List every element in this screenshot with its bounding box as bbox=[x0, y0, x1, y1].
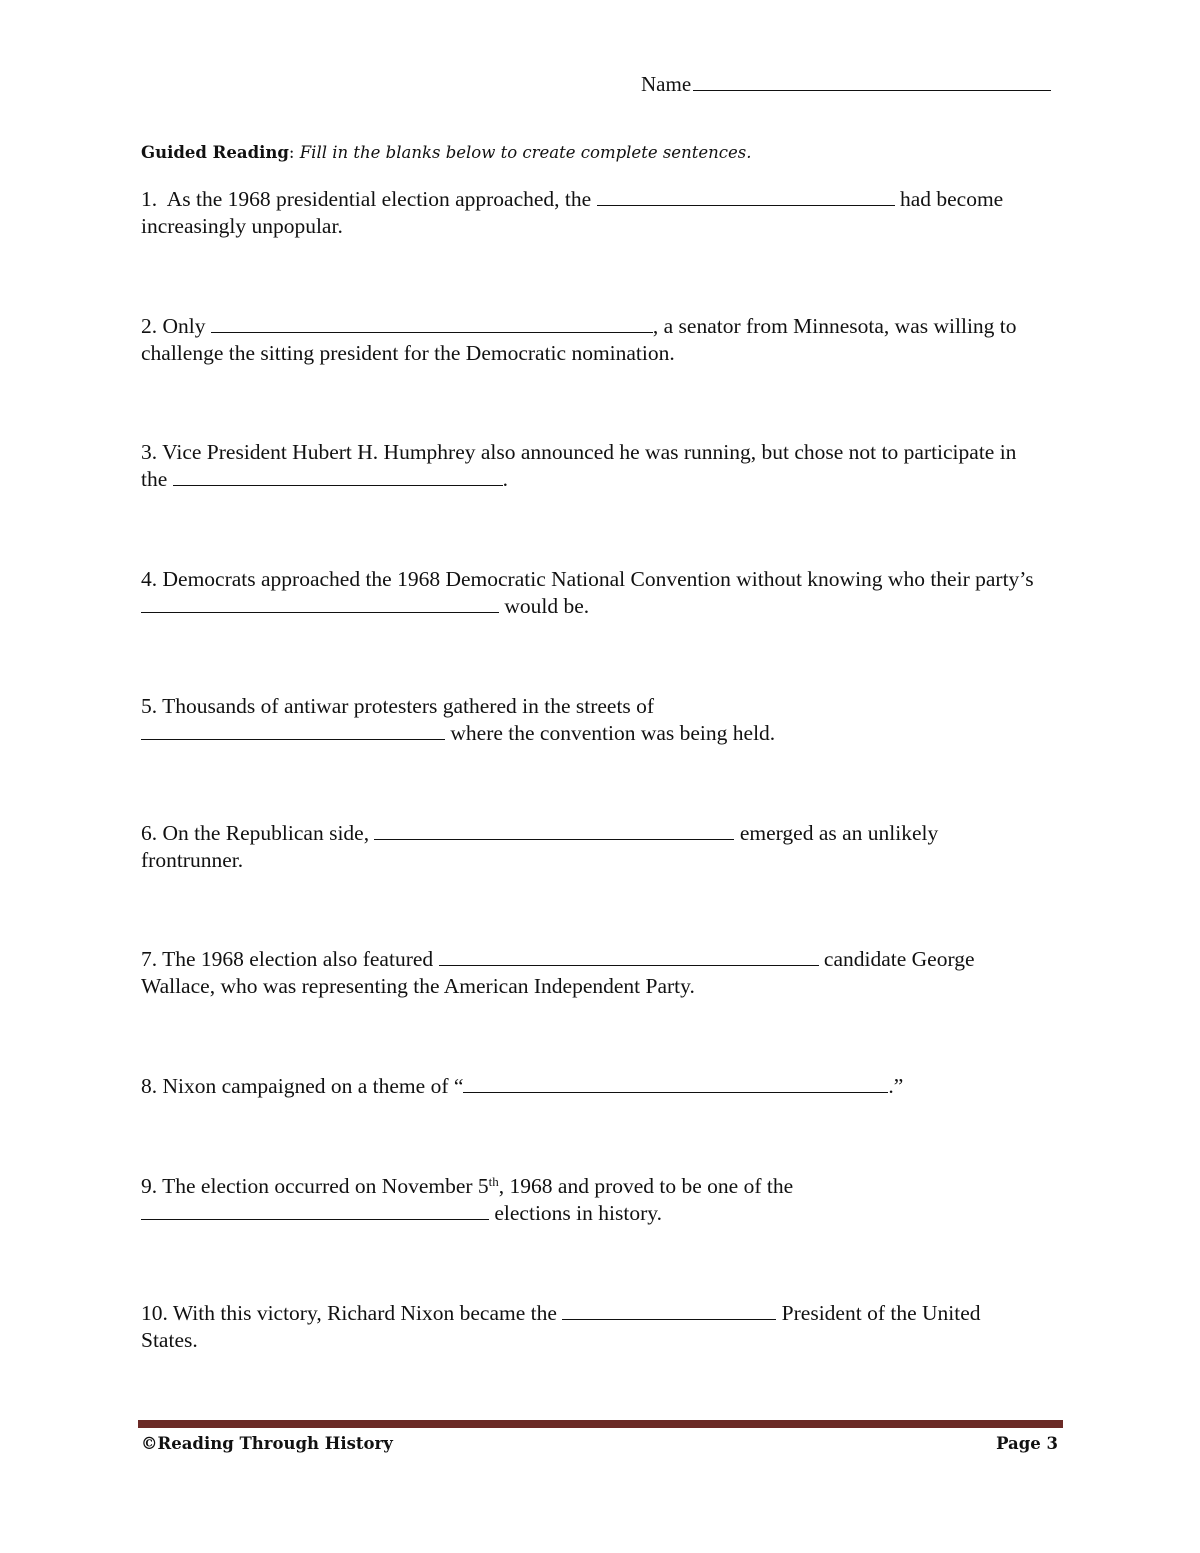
question-text-after: candidate George Wallace, who was representing the American Independent Party. bbox=[141, 947, 975, 998]
answer-blank[interactable] bbox=[141, 720, 445, 740]
question-text-after: , a senator from Minnesota, was willing to challenge the sitting president for the Democratic nomination. bbox=[141, 314, 1017, 365]
question-text-after: President of the United States. bbox=[141, 1301, 981, 1352]
question-number: 6. bbox=[141, 821, 158, 845]
question-text-before: Only bbox=[162, 314, 206, 338]
question-number: 3. bbox=[141, 440, 158, 464]
instructions-text: Fill in the blanks below to create complete sentences. bbox=[299, 143, 752, 162]
question-text-before: The 1968 election also featured bbox=[162, 947, 434, 971]
answer-blank[interactable] bbox=[374, 820, 734, 840]
instructions-separator: : bbox=[288, 143, 295, 162]
question-text-before: On the Republican side, bbox=[162, 821, 370, 845]
question-text-before: Democrats approached the 1968 Democratic National Convention without knowing who their party’s bbox=[162, 567, 1034, 591]
answer-blank[interactable] bbox=[141, 1200, 489, 1220]
answer-blank[interactable] bbox=[562, 1300, 776, 1320]
question-text-before-2: , 1968 and proved to be one of the bbox=[498, 1174, 794, 1198]
question-10 bbox=[141, 1300, 1041, 1354]
question-number: 1. bbox=[141, 187, 158, 211]
answer-blank[interactable] bbox=[597, 186, 895, 206]
question-text-after: .” bbox=[888, 1074, 904, 1098]
name-blank[interactable] bbox=[693, 70, 1051, 91]
instructions bbox=[141, 143, 751, 162]
question-number: 10. bbox=[141, 1301, 168, 1325]
question-text-after: . bbox=[502, 467, 509, 491]
answer-blank[interactable] bbox=[211, 313, 653, 333]
question-text-before: With this victory, Richard Nixon became the bbox=[172, 1301, 557, 1325]
question-text-after: would be. bbox=[504, 594, 590, 618]
question-text-before: Thousands of antiwar protesters gathered in the streets of bbox=[162, 694, 655, 718]
question-number: 9. bbox=[141, 1174, 158, 1198]
footer-copyright: ©Reading Through History bbox=[141, 1434, 393, 1453]
page-number: Page 3 bbox=[996, 1434, 1058, 1453]
instructions-heading: Guided Reading bbox=[141, 143, 289, 162]
question-3 bbox=[141, 439, 1041, 493]
footer-divider bbox=[138, 1420, 1063, 1428]
question-2 bbox=[141, 313, 1041, 367]
question-text-after: had become increasingly unpopular. bbox=[141, 187, 1004, 238]
name-field bbox=[641, 70, 1051, 97]
question-number: 4. bbox=[141, 567, 158, 591]
answer-blank[interactable] bbox=[173, 466, 503, 486]
question-9 bbox=[141, 1173, 1041, 1227]
question-text-before: Vice President Hubert H. Humphrey also announced he was running, but chose not to participate in the bbox=[141, 440, 1017, 491]
question-text-after: where the convention was being held. bbox=[450, 721, 776, 745]
question-number: 2. bbox=[141, 314, 158, 338]
question-7 bbox=[141, 946, 1041, 1000]
question-text-before: The election occurred on November 5 bbox=[162, 1174, 489, 1198]
question-4 bbox=[141, 566, 1041, 620]
name-label: Name bbox=[641, 72, 692, 96]
question-1 bbox=[141, 186, 1041, 240]
question-text-before: As the 1968 presidential election approached, the bbox=[166, 187, 592, 211]
question-number: 8. bbox=[141, 1074, 158, 1098]
question-number: 7. bbox=[141, 947, 158, 971]
answer-blank[interactable] bbox=[141, 593, 499, 613]
answer-blank[interactable] bbox=[463, 1073, 888, 1093]
question-6 bbox=[141, 820, 1041, 874]
question-text-before: Nixon campaigned on a theme of “ bbox=[162, 1074, 464, 1098]
answer-blank[interactable] bbox=[439, 946, 819, 966]
question-text-after: emerged as an unlikely frontrunner. bbox=[141, 821, 939, 872]
ordinal-suffix: th bbox=[488, 1174, 499, 1189]
question-text-after: elections in history. bbox=[494, 1201, 662, 1225]
question-5 bbox=[141, 693, 1041, 747]
question-number: 5. bbox=[141, 694, 158, 718]
question-8 bbox=[141, 1073, 1041, 1100]
